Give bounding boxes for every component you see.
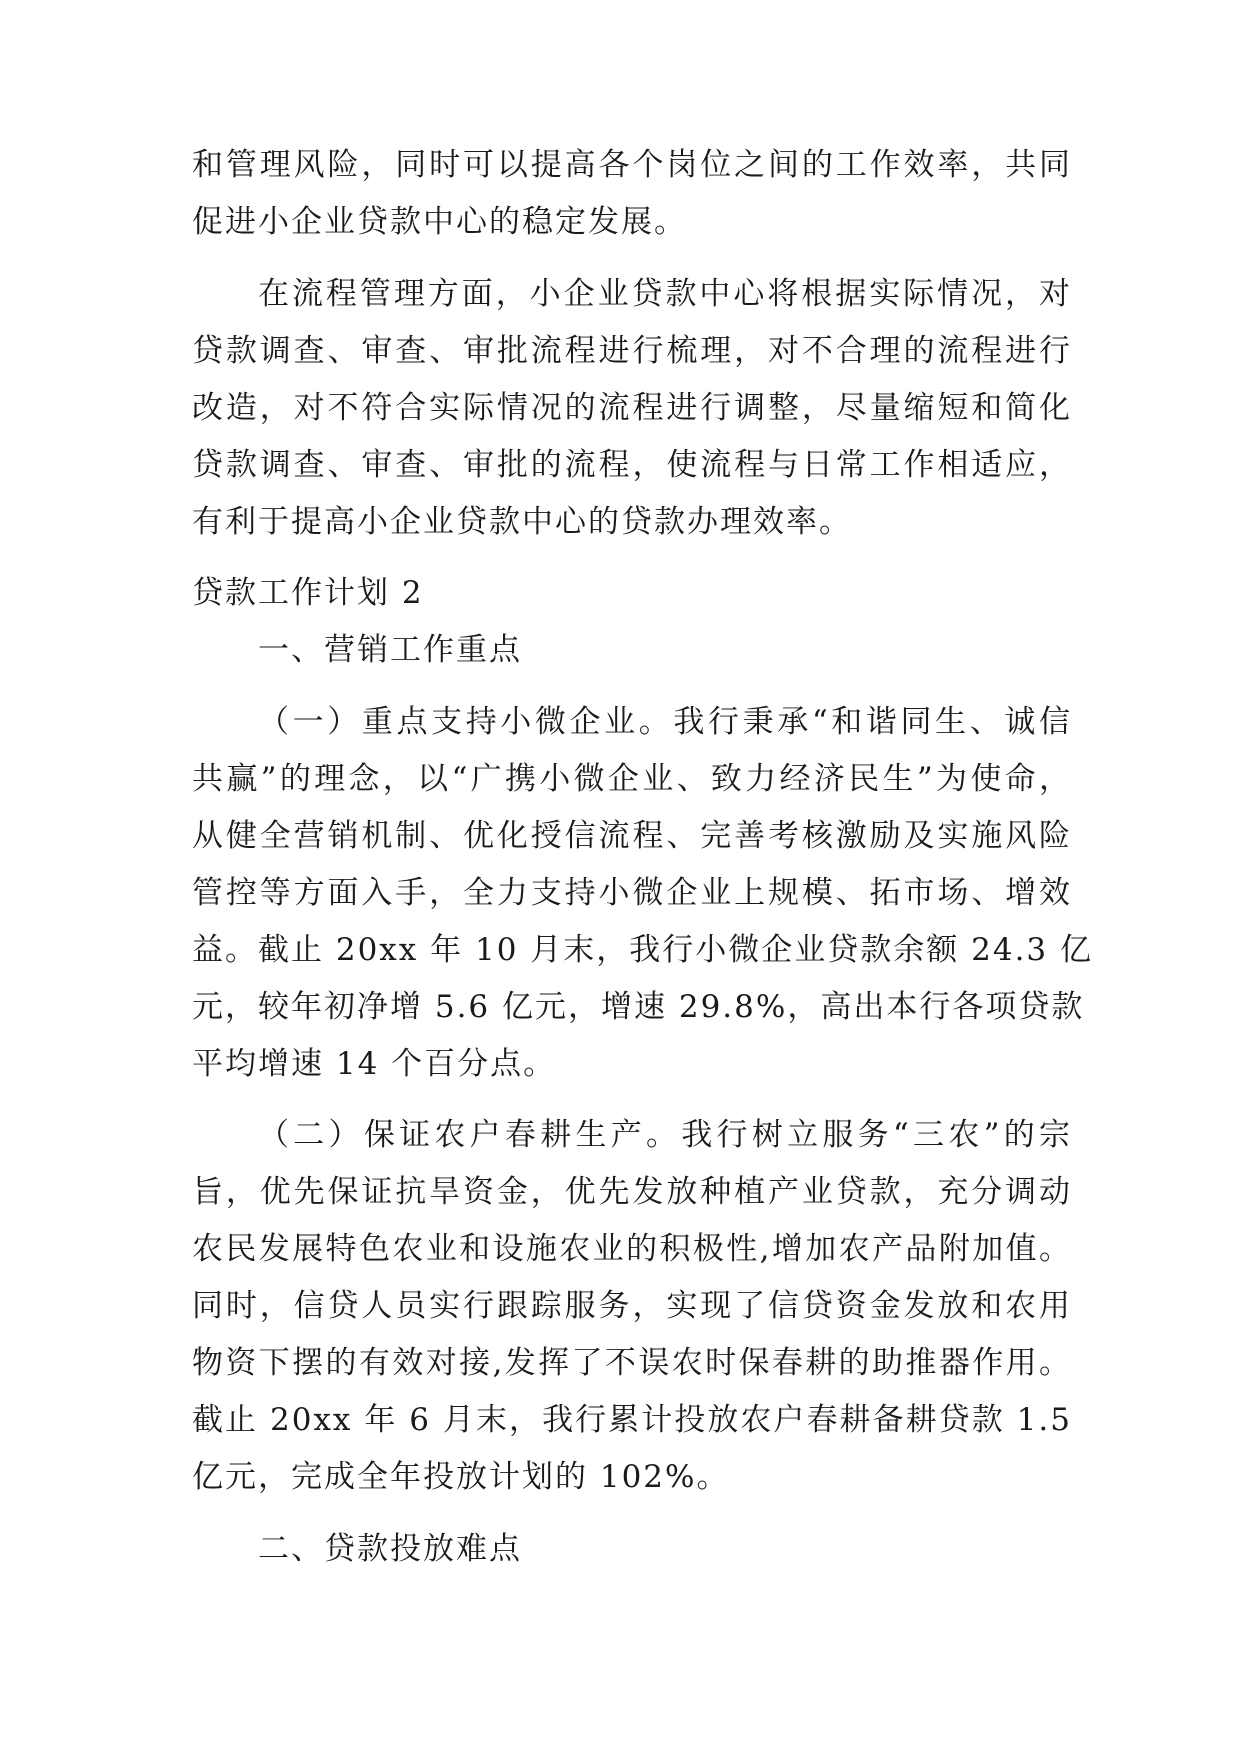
section-heading: 贷款工作计划 2 [192, 575, 424, 611]
text-line: 同时，信贷人员实行跟踪服务，实现了信贷资金发放和农用 [192, 1288, 1072, 1324]
text-line: 贷款调查、审查、审批的流程，使流程与日常工作相适应， [192, 447, 1072, 483]
text-line: （一）重点支持小微企业。我行秉承“和谐同生、诚信 [258, 704, 1072, 740]
text-line: （二）保证农户春耕生产。我行树立服务“三农”的宗 [258, 1117, 1072, 1153]
text-line: 和管理风险，同时可以提高各个岗位之间的工作效率，共同 [192, 147, 1072, 183]
text-line: 贷款调查、审查、审批流程进行梳理，对不合理的流程进行 [192, 333, 1072, 369]
text-line: 从健全营销机制、优化授信流程、完善考核激励及实施风险 [192, 818, 1072, 854]
sub-heading: 一、营销工作重点 [258, 632, 522, 668]
text-line: 有利于提高小企业贷款中心的贷款办理效率。 [192, 504, 852, 540]
text-line: 在流程管理方面，小企业贷款中心将根据实际情况，对 [258, 276, 1072, 312]
text-line: 益。截止 20xx 年 10 月末，我行小微企业贷款余额 24.3 亿 [192, 932, 1094, 968]
text-line: 截止 20xx 年 6 月末，我行累计投放农户春耕备耕贷款 1.5 [192, 1402, 1072, 1438]
text-line: 农民发展特色农业和设施农业的积极性,增加农产品附加值。 [192, 1231, 1072, 1267]
text-line: 管控等方面入手，全力支持小微企业上规模、拓市场、增效 [192, 875, 1072, 911]
text-line: 改造，对不符合实际情况的流程进行调整，尽量缩短和简化 [192, 390, 1072, 426]
text-line: 亿元，完成全年投放计划的 102%。 [192, 1459, 730, 1495]
text-line: 旨，优先保证抗旱资金，优先发放种植产业贷款，充分调动 [192, 1174, 1072, 1210]
text-line: 促进小企业贷款中心的稳定发展。 [192, 204, 687, 240]
text-line: 元，较年初净增 5.6 亿元，增速 29.8%，高出本行各项贷款 [192, 989, 1085, 1025]
sub-heading: 二、贷款投放难点 [258, 1531, 522, 1567]
text-line: 共赢”的理念，以“广携小微企业、致力经济民生”为使命， [192, 761, 1072, 797]
text-line: 平均增速 14 个百分点。 [192, 1046, 557, 1082]
text-line: 物资下摆的有效对接,发挥了不误农时保春耕的助推器作用。 [192, 1345, 1072, 1381]
